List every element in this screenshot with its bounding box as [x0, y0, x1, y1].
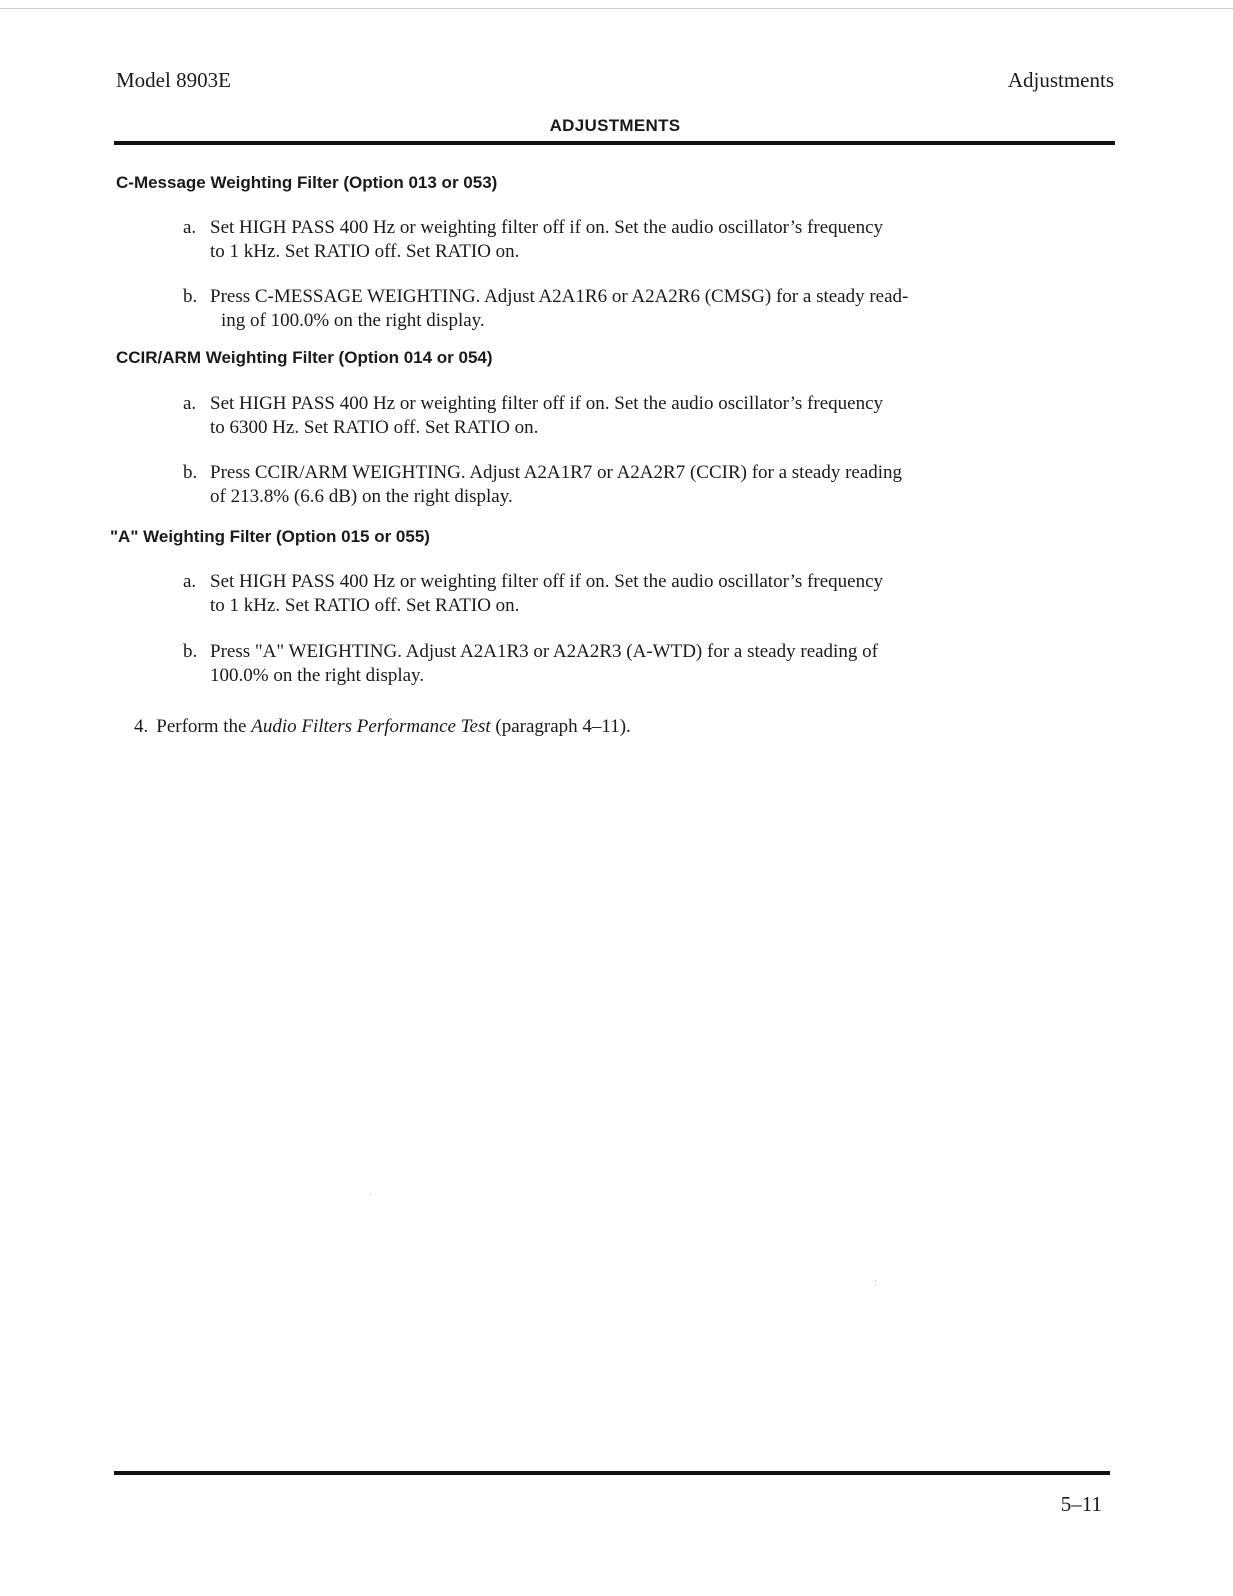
step-4-text-before: Perform the [156, 716, 247, 737]
section-title: ADJUSTMENTS [549, 116, 681, 135]
step-line: Press CCIR/ARM WEIGHTING. Adjust A2A1R7 or A2A2R7 (CCIR) for a steady reading [210, 462, 903, 483]
step-label: b. [183, 641, 198, 662]
heading-a-weighting: "A" Weighting Filter (Option 015 or 055) [110, 527, 430, 546]
scan-speck [370, 1194, 371, 1195]
footer-rule [114, 1471, 1110, 1475]
step-line: Set HIGH PASS 400 Hz or weighting filter off if on. Set the audio oscillator’s frequency [210, 217, 883, 238]
ccir-arm-step-a [183, 392, 1018, 440]
scan-speck [875, 1280, 876, 1281]
running-header-model: Model 8903E [116, 68, 231, 92]
step-line: to 6300 Hz. Set RATIO off. Set RATIO on. [210, 417, 539, 438]
heading-c-message: C-Message Weighting Filter (Option 013 or 053) [116, 173, 498, 192]
running-header-chapter: Adjustments [1007, 68, 1114, 92]
heading-ccir-arm: CCIR/ARM Weighting Filter (Option 014 or 054) [116, 348, 493, 367]
ccir-arm-step-b [183, 461, 1018, 509]
paragraph-reference: (paragraph 4–11). [495, 716, 631, 737]
step-4 [134, 715, 631, 739]
step-line: Set HIGH PASS 400 Hz or weighting filter off if on. Set the audio oscillator’s frequency [210, 571, 883, 592]
step-label: b. [183, 462, 198, 483]
c-message-step-b [183, 285, 1018, 333]
step-label: a. [183, 393, 197, 414]
step-line: to 1 kHz. Set RATIO off. Set RATIO on. [210, 241, 520, 262]
step-line: Press "A" WEIGHTING. Adjust A2A1R3 or A2A2R3 (A-WTD) for a steady reading of [210, 641, 878, 662]
a-weighting-step-b [183, 640, 1018, 688]
c-message-step-a [183, 216, 1018, 264]
step-label: a. [183, 571, 197, 592]
step-label: a. [183, 217, 197, 238]
step-4-label: 4. [134, 716, 149, 737]
performance-test-reference: Audio Filters Performance Test [251, 716, 491, 737]
step-line: of 213.8% (6.6 dB) on the right display. [210, 486, 513, 507]
page-number: 5–11 [1060, 1492, 1102, 1516]
header-rule [114, 141, 1115, 145]
page-top-edge [0, 8, 1233, 9]
step-line: ing of 100.0% on the right display. [221, 310, 485, 331]
step-label: b. [183, 286, 198, 307]
step-line: Set HIGH PASS 400 Hz or weighting filter off if on. Set the audio oscillator’s frequency [210, 393, 883, 414]
a-weighting-step-a [183, 570, 1018, 618]
step-line: Press C-MESSAGE WEIGHTING. Adjust A2A1R6 or A2A2R6 (CMSG) for a steady read- [210, 286, 909, 307]
step-line: to 1 kHz. Set RATIO off. Set RATIO on. [210, 595, 520, 616]
step-line: 100.0% on the right display. [210, 665, 425, 686]
